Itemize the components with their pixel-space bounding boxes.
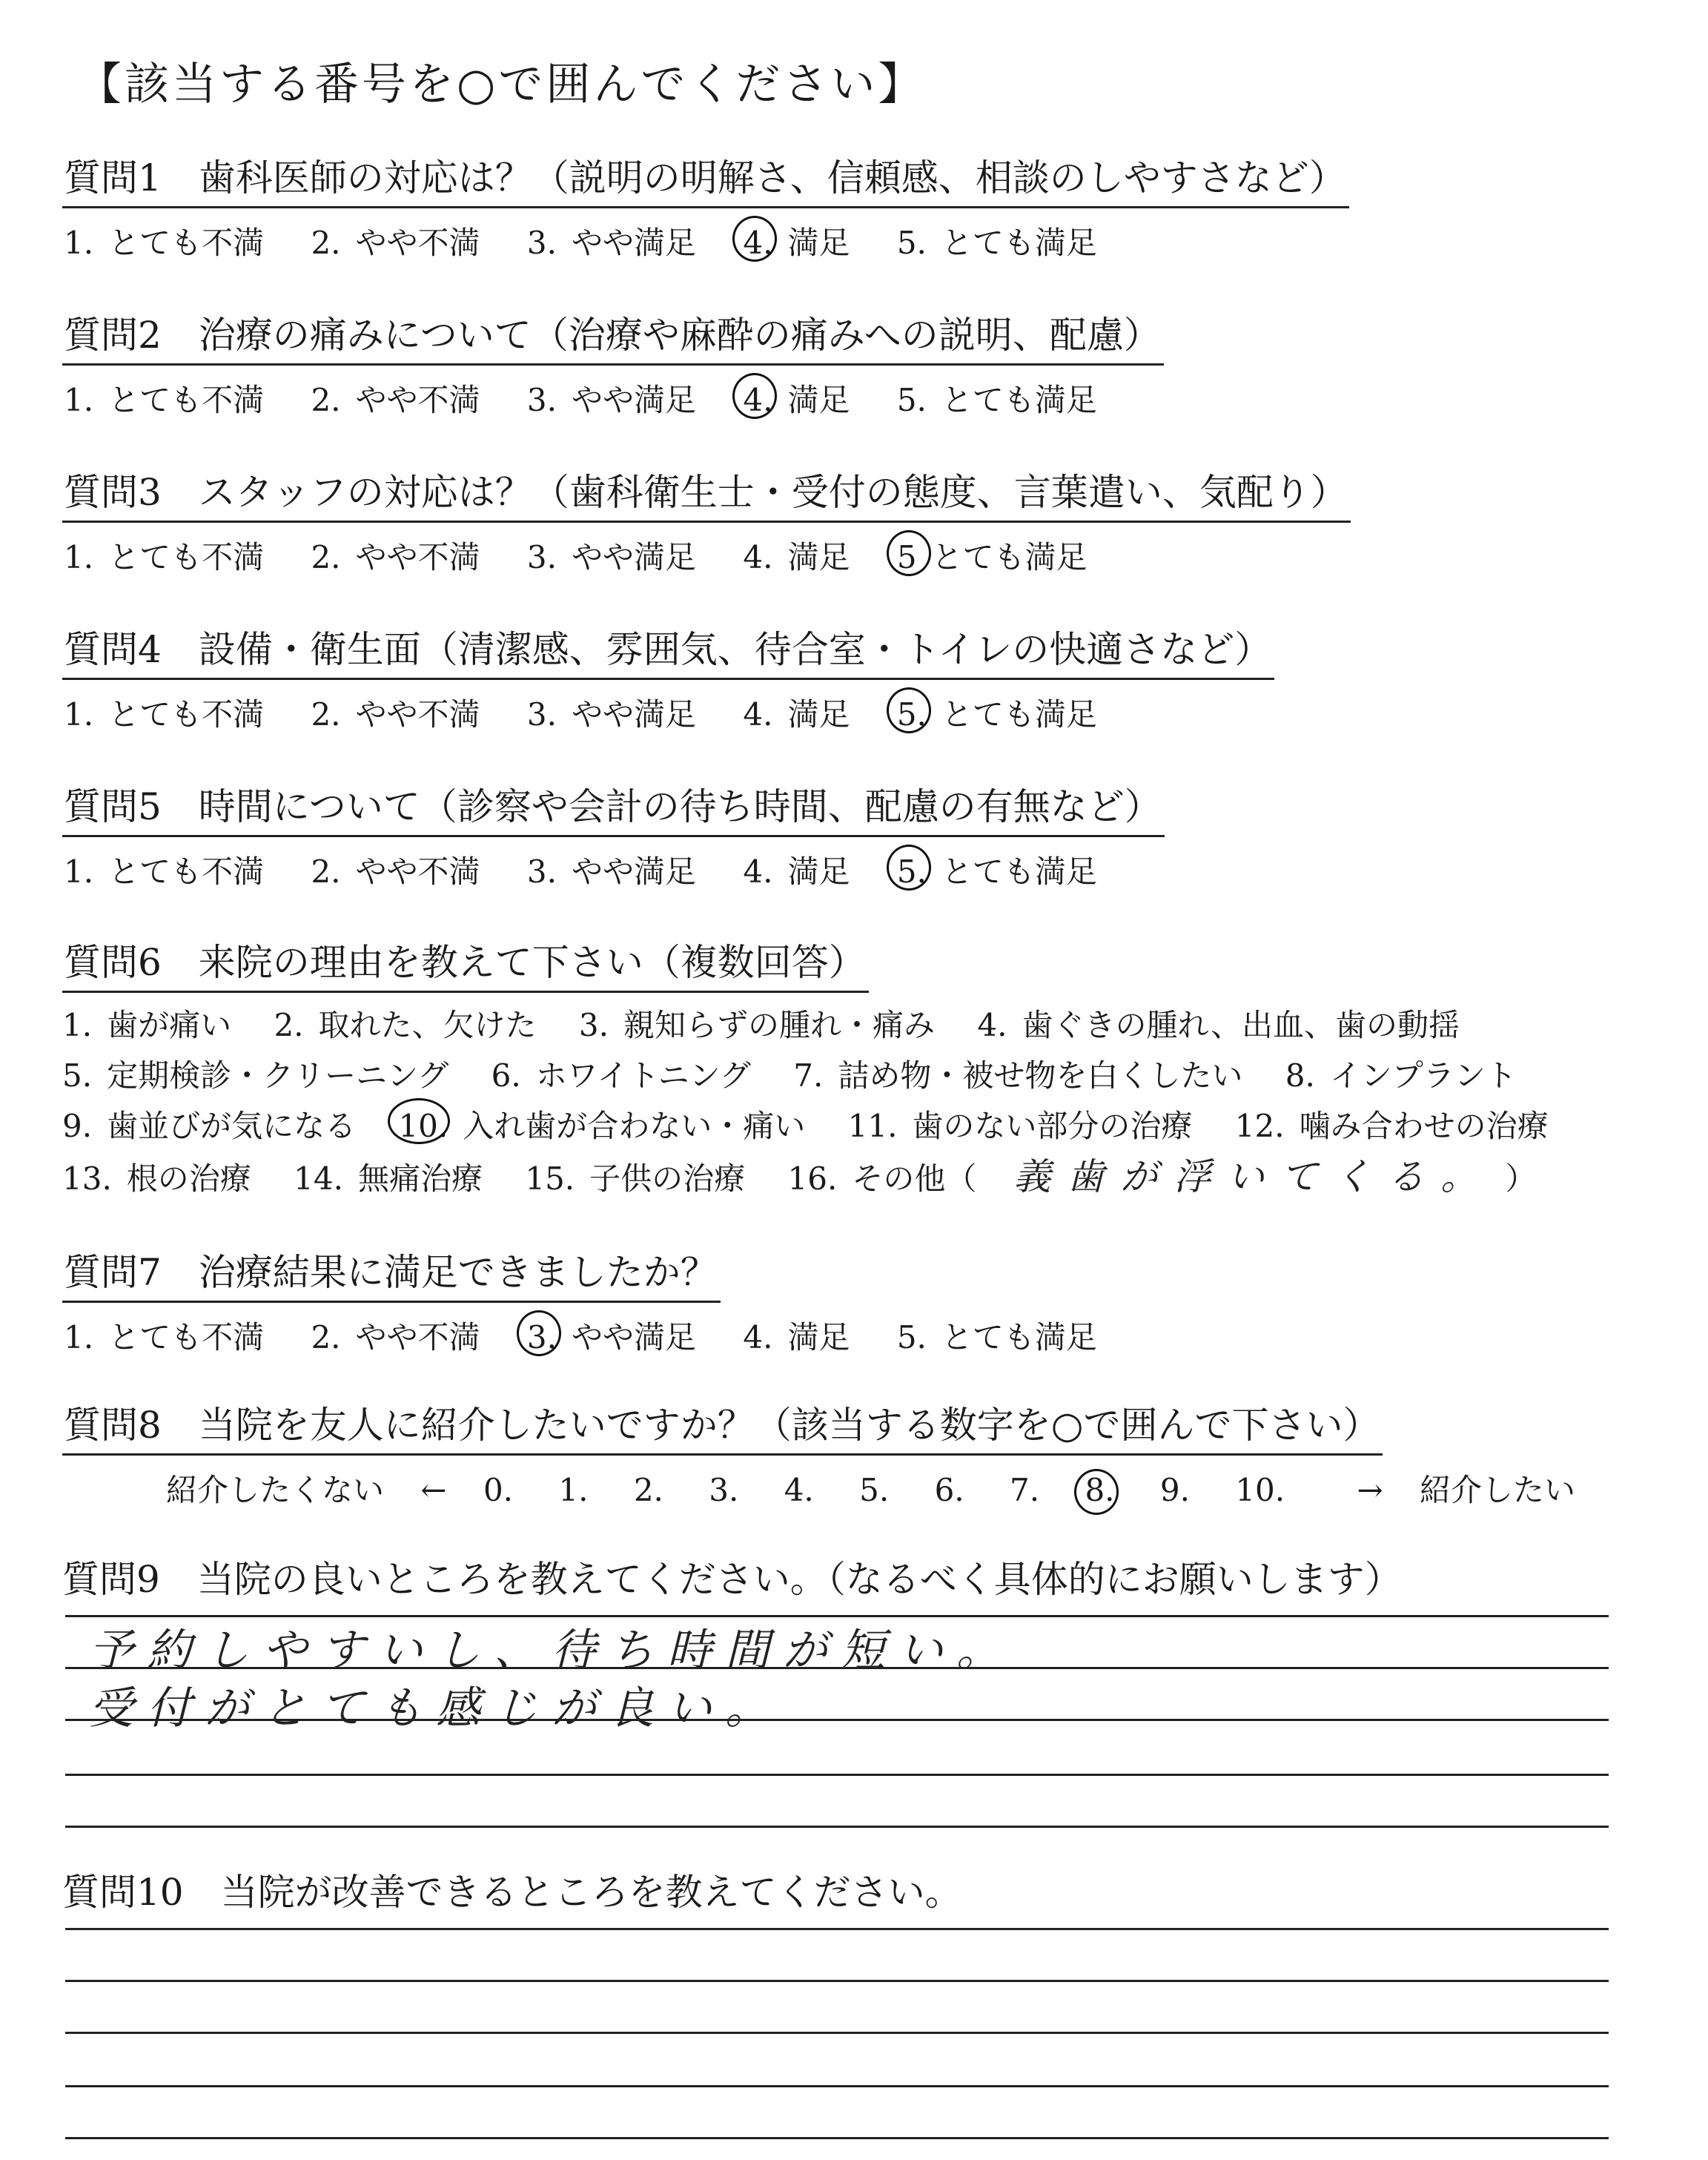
option-3[interactable]: 3. やや満足 bbox=[526, 696, 696, 733]
question-1 bbox=[62, 148, 1349, 263]
reason-13[interactable]: 13. 根の治療 bbox=[62, 1160, 251, 1197]
answer-line[interactable] bbox=[65, 1826, 1609, 1828]
question-9 bbox=[62, 1550, 1402, 1603]
option-3[interactable]: 3. やや満足 bbox=[526, 539, 696, 575]
scale-6[interactable]: 6. bbox=[934, 1472, 964, 1508]
question-title: 質問1 歯科医師の対応は？（説明の明解さ、信頼感、相談のしやすさなど） bbox=[62, 148, 1349, 208]
reason-row-2 bbox=[62, 1051, 1581, 1101]
reason-2[interactable]: 2. 取れた、欠けた bbox=[274, 1007, 537, 1043]
answer-line[interactable] bbox=[65, 1980, 1609, 1982]
scale-2[interactable]: 2. bbox=[633, 1472, 663, 1508]
question-3 bbox=[62, 463, 1351, 578]
answer-line[interactable] bbox=[65, 2137, 1609, 2139]
scale-3[interactable]: 3. bbox=[709, 1472, 739, 1508]
option-4-selected[interactable]: 4. 満足 bbox=[743, 376, 850, 420]
answer-line[interactable] bbox=[65, 2032, 1609, 2034]
reason-16-other[interactable]: 16. その他（ 義歯が浮いてくる。 ） bbox=[787, 1155, 1537, 1198]
question-8 bbox=[62, 1396, 1575, 1510]
question-6 bbox=[62, 933, 1581, 1204]
reason-6[interactable]: 6. ホワイトニング bbox=[491, 1057, 751, 1094]
question-title: 質問6 来院の理由を教えて下さい（複数回答） bbox=[62, 933, 869, 993]
question-10 bbox=[62, 1863, 962, 1916]
reason-5[interactable]: 5. 定期検診・クリーニング bbox=[62, 1057, 449, 1094]
option-4[interactable]: 4. 満足 bbox=[743, 853, 850, 890]
rating-options bbox=[62, 1313, 1134, 1358]
question-2 bbox=[62, 305, 1164, 420]
option-4-selected[interactable]: 4. 満足 bbox=[743, 219, 850, 263]
reason-3[interactable]: 3. 親知らずの腫れ・痛み bbox=[578, 1007, 935, 1043]
scale-10[interactable]: 10. bbox=[1235, 1472, 1285, 1508]
question-title: 質問5 時間について（診察や会計の待ち時間、配慮の有無など） bbox=[62, 777, 1165, 837]
question-title: 質問7 治療結果に満足できましたか？ bbox=[62, 1243, 721, 1303]
scale-9[interactable]: 9. bbox=[1159, 1472, 1190, 1508]
option-1[interactable]: 1. とても不満 bbox=[64, 539, 265, 575]
option-5-selected[interactable]: 5. とても満足 bbox=[897, 848, 1097, 892]
q9-handwritten-line-1: 予約しやすいし、待ち時間が短い。 bbox=[89, 1625, 1014, 1677]
option-1[interactable]: 1. とても不満 bbox=[64, 696, 265, 733]
option-4[interactable]: 4. 満足 bbox=[743, 696, 850, 733]
option-1[interactable]: 1. とても不満 bbox=[64, 1319, 265, 1355]
reason-9[interactable]: 9. 歯並びが気になる bbox=[62, 1108, 357, 1144]
scale-left-label: 紹介したくない bbox=[166, 1472, 385, 1508]
option-2[interactable]: 2. やや不満 bbox=[311, 539, 480, 575]
option-3[interactable]: 3. やや満足 bbox=[526, 225, 696, 261]
right-arrow-icon: → bbox=[1357, 1472, 1383, 1508]
option-2[interactable]: 2. やや不満 bbox=[311, 853, 480, 890]
option-3[interactable]: 3. やや満足 bbox=[526, 853, 696, 890]
question-title: 質問9 当院の良いところを教えてください。（なるべく具体的にお願いします） bbox=[62, 1558, 1402, 1601]
reason-14[interactable]: 14. 無痛治療 bbox=[294, 1160, 483, 1197]
scale-7[interactable]: 7. bbox=[1010, 1472, 1040, 1508]
reason-row-3 bbox=[62, 1101, 1581, 1152]
recommend-scale bbox=[62, 1466, 1575, 1510]
q9-handwritten-line-2: 受付がとても感じが良い。 bbox=[89, 1682, 783, 1734]
question-title: 質問2 治療の痛みについて（治療や麻酔の痛みへの説明、配慮） bbox=[62, 305, 1164, 366]
option-5[interactable]: 5. とても満足 bbox=[896, 1319, 1097, 1355]
option-3[interactable]: 3. やや満足 bbox=[526, 382, 696, 418]
option-2[interactable]: 2. やや不満 bbox=[311, 1319, 480, 1355]
reason-options bbox=[62, 1000, 1581, 1204]
reason-15[interactable]: 15. 子供の治療 bbox=[525, 1160, 746, 1197]
page-title: 【該当する番号を○で囲んでください】 bbox=[77, 59, 926, 110]
reason-4[interactable]: 4. 歯ぐきの腫れ、出血、歯の動揺 bbox=[977, 1007, 1460, 1043]
option-2[interactable]: 2. やや不満 bbox=[311, 696, 480, 733]
left-arrow-icon: ← bbox=[420, 1472, 447, 1508]
question-title: 質問8 当院を友人に紹介したいですか？（該当する数字を○で囲んで下さい） bbox=[62, 1396, 1383, 1456]
scale-right-label: 紹介したい bbox=[1420, 1472, 1576, 1508]
scale-4[interactable]: 4. bbox=[784, 1472, 814, 1508]
reason-1[interactable]: 1. 歯が痛い bbox=[62, 1007, 232, 1043]
rating-options bbox=[62, 219, 1349, 263]
other-handwritten-text[interactable]: 義歯が浮いてくる。 bbox=[1013, 1155, 1476, 1198]
question-5 bbox=[62, 777, 1165, 892]
scale-8-selected[interactable]: 8. bbox=[1085, 1472, 1115, 1508]
question-4 bbox=[62, 620, 1274, 735]
option-4[interactable]: 4. 満足 bbox=[743, 539, 850, 575]
answer-line[interactable] bbox=[65, 1774, 1609, 1776]
reason-8[interactable]: 8. インプラント bbox=[1285, 1057, 1517, 1094]
reason-row-4 bbox=[62, 1152, 1581, 1204]
reason-11[interactable]: 11. 歯のない部分の治療 bbox=[847, 1108, 1193, 1144]
reason-row-1 bbox=[62, 1000, 1581, 1051]
answer-line[interactable] bbox=[65, 1928, 1609, 1930]
option-3-selected[interactable]: 3. やや満足 bbox=[527, 1313, 696, 1358]
scale-5[interactable]: 5. bbox=[859, 1472, 890, 1508]
question-title: 質問10 当院が改善できるところを教えてください。 bbox=[62, 1871, 962, 1914]
reason-10-selected[interactable]: 10. 入れ歯が合わない・痛い bbox=[398, 1101, 805, 1152]
option-1[interactable]: 1. とても不満 bbox=[64, 382, 265, 418]
answer-line[interactable] bbox=[65, 2085, 1609, 2087]
rating-options bbox=[62, 690, 1274, 735]
rating-options bbox=[62, 376, 1164, 420]
reason-12[interactable]: 12. 噛み合わせの治療 bbox=[1234, 1108, 1549, 1144]
option-5[interactable]: 5. とても満足 bbox=[896, 225, 1097, 261]
rating-options bbox=[62, 848, 1165, 892]
question-title: 質問4 設備・衛生面（清潔感、雰囲気、待合室・トイレの快適さなど） bbox=[62, 620, 1274, 680]
option-4[interactable]: 4. 満足 bbox=[743, 1319, 850, 1355]
scale-1[interactable]: 1. bbox=[558, 1472, 589, 1508]
reason-7[interactable]: 7. 詰め物・被せ物を白くしたい bbox=[793, 1057, 1243, 1094]
option-5-selected[interactable]: 5 とても満足 bbox=[897, 533, 1088, 578]
option-5[interactable]: 5. とても満足 bbox=[896, 382, 1097, 418]
question-7 bbox=[62, 1243, 1134, 1358]
rating-options bbox=[62, 533, 1351, 578]
question-title: 質問3 スタッフの対応は？（歯科衛生士・受付の態度、言葉遣い、気配り） bbox=[62, 463, 1351, 523]
option-5-selected[interactable]: 5. とても満足 bbox=[897, 690, 1097, 735]
option-2[interactable]: 2. やや不満 bbox=[311, 225, 480, 261]
option-1[interactable]: 1. とても不満 bbox=[64, 225, 265, 261]
option-2[interactable]: 2. やや不満 bbox=[311, 382, 480, 418]
scale-0[interactable]: 0. bbox=[483, 1472, 514, 1508]
option-1[interactable]: 1. とても不満 bbox=[64, 853, 265, 890]
